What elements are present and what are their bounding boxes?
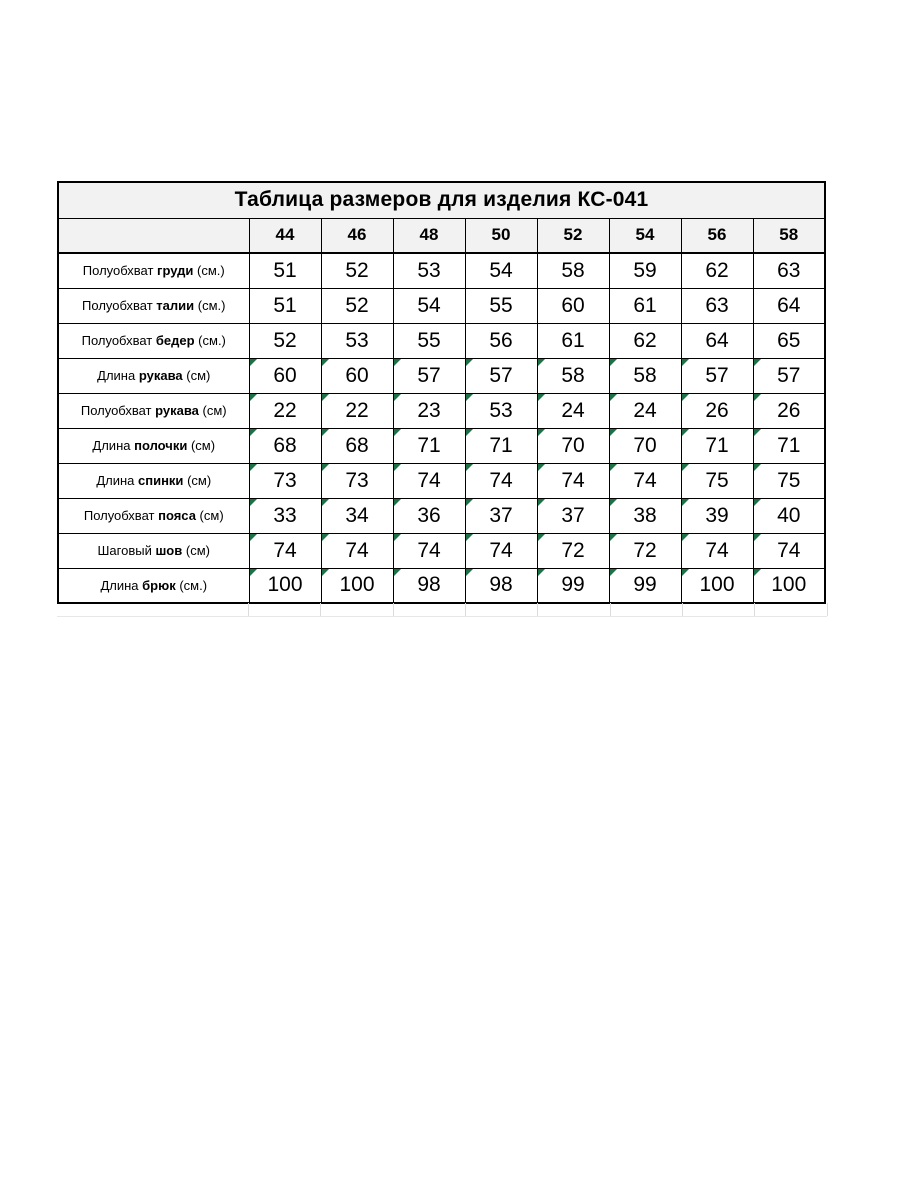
size-column-header: 58 xyxy=(753,218,825,253)
value-cell xyxy=(249,498,321,533)
value-cell xyxy=(393,463,465,498)
flag-triangle-icon xyxy=(322,464,329,471)
flag-triangle-icon xyxy=(322,534,329,541)
row-label xyxy=(58,533,249,568)
value-cell xyxy=(321,323,393,358)
value-cell xyxy=(609,533,681,568)
value-cell xyxy=(465,498,537,533)
cell-value: 53 xyxy=(345,328,369,352)
flag-triangle-icon xyxy=(682,394,689,401)
flag-triangle-icon xyxy=(754,394,761,401)
flag-triangle-icon xyxy=(538,569,545,576)
table-row xyxy=(58,463,825,498)
value-cell xyxy=(609,393,681,428)
size-column-header: 54 xyxy=(609,218,681,253)
row-label-prefix: Длина xyxy=(92,438,131,453)
flag-triangle-icon xyxy=(322,499,329,506)
cell-value: 52 xyxy=(345,258,369,282)
value-cell xyxy=(681,498,753,533)
flag-triangle-icon xyxy=(538,534,545,541)
row-label-suffix: (см) xyxy=(202,403,227,418)
cell-value: 57 xyxy=(705,363,729,387)
size-column-header: 52 xyxy=(537,218,609,253)
flag-triangle-icon xyxy=(322,359,329,366)
cell-value: 72 xyxy=(633,538,657,562)
table-row xyxy=(58,533,825,568)
flag-triangle-icon xyxy=(250,464,257,471)
cell-value: 100 xyxy=(771,573,807,597)
cell-value: 71 xyxy=(417,433,441,457)
flag-triangle-icon xyxy=(250,534,257,541)
row-label-prefix: Длина xyxy=(96,473,135,488)
flag-triangle-icon xyxy=(394,569,401,576)
cell-value: 24 xyxy=(561,398,585,422)
value-cell xyxy=(681,533,753,568)
value-cell xyxy=(321,428,393,463)
flag-triangle-icon xyxy=(682,499,689,506)
value-cell xyxy=(609,498,681,533)
flag-triangle-icon xyxy=(754,359,761,366)
flag-triangle-icon xyxy=(250,569,257,576)
flag-triangle-icon xyxy=(250,394,257,401)
value-cell xyxy=(393,498,465,533)
cell-value: 57 xyxy=(489,363,513,387)
cell-value: 75 xyxy=(777,468,801,492)
cell-value: 51 xyxy=(273,258,297,282)
cell-value: 33 xyxy=(273,503,297,527)
flag-triangle-icon xyxy=(538,499,545,506)
row-label-prefix: Полуобхват xyxy=(83,508,155,523)
flag-triangle-icon xyxy=(610,359,617,366)
value-cell xyxy=(249,358,321,393)
value-cell xyxy=(393,428,465,463)
value-cell xyxy=(753,568,825,603)
table-row xyxy=(58,358,825,393)
cell-value: 54 xyxy=(489,258,513,282)
value-cell xyxy=(609,358,681,393)
cell-value: 68 xyxy=(273,433,297,457)
row-label-suffix: (см.) xyxy=(198,333,226,348)
cell-value: 51 xyxy=(273,293,297,317)
size-column-header: 56 xyxy=(681,218,753,253)
value-cell xyxy=(465,568,537,603)
row-label xyxy=(58,568,249,603)
cell-value: 74 xyxy=(417,468,441,492)
cell-value: 71 xyxy=(489,433,513,457)
flag-triangle-icon xyxy=(610,464,617,471)
row-label-suffix: (см) xyxy=(185,543,210,558)
cell-value: 64 xyxy=(705,328,729,352)
flag-triangle-icon xyxy=(682,359,689,366)
header-empty-cell xyxy=(58,218,249,253)
value-cell xyxy=(609,323,681,358)
cell-value: 74 xyxy=(345,538,369,562)
size-table xyxy=(57,181,826,604)
row-label-bold: рукава xyxy=(138,368,183,383)
value-cell xyxy=(321,568,393,603)
value-cell xyxy=(753,288,825,323)
value-cell xyxy=(537,568,609,603)
size-column-header: 44 xyxy=(249,218,321,253)
value-cell xyxy=(609,253,681,288)
row-label xyxy=(58,288,249,323)
value-cell xyxy=(681,568,753,603)
flag-triangle-icon xyxy=(466,359,473,366)
row-label-bold: спинки xyxy=(138,473,184,488)
cell-value: 22 xyxy=(273,398,297,422)
flag-triangle-icon xyxy=(322,569,329,576)
flag-triangle-icon xyxy=(394,429,401,436)
value-cell xyxy=(753,358,825,393)
value-cell xyxy=(609,428,681,463)
gridline-stub xyxy=(754,603,755,616)
value-cell xyxy=(537,428,609,463)
cell-value: 37 xyxy=(561,503,585,527)
flag-triangle-icon xyxy=(538,359,545,366)
flag-triangle-icon xyxy=(682,429,689,436)
row-label-prefix: Длина xyxy=(97,368,136,383)
cell-value: 98 xyxy=(417,573,441,597)
cell-value: 58 xyxy=(561,258,585,282)
cell-value: 64 xyxy=(777,293,801,317)
flag-triangle-icon xyxy=(682,569,689,576)
row-label xyxy=(58,358,249,393)
flag-triangle-icon xyxy=(610,394,617,401)
gridline-stub xyxy=(465,603,466,616)
value-cell xyxy=(393,533,465,568)
row-label-suffix: (см) xyxy=(199,508,224,523)
cell-value: 74 xyxy=(417,538,441,562)
row-label-prefix: Полуобхват xyxy=(81,333,153,348)
row-label-prefix: Шаговый xyxy=(97,543,152,558)
value-cell xyxy=(537,393,609,428)
value-cell xyxy=(537,463,609,498)
flag-triangle-icon xyxy=(610,499,617,506)
flag-triangle-icon xyxy=(682,464,689,471)
value-cell xyxy=(681,253,753,288)
row-label-suffix: (см.) xyxy=(197,298,226,313)
value-cell xyxy=(393,358,465,393)
cell-value: 74 xyxy=(633,468,657,492)
cell-value: 40 xyxy=(777,503,801,527)
value-cell xyxy=(321,498,393,533)
cell-value: 74 xyxy=(777,538,801,562)
flag-triangle-icon xyxy=(394,464,401,471)
cell-value: 63 xyxy=(777,258,801,282)
cell-value: 98 xyxy=(489,573,513,597)
table-row xyxy=(58,253,825,288)
value-cell xyxy=(465,358,537,393)
gridline-stub xyxy=(682,603,683,616)
cell-value: 23 xyxy=(417,398,441,422)
value-cell xyxy=(249,393,321,428)
table-row xyxy=(58,568,825,603)
cell-value: 72 xyxy=(561,538,585,562)
row-label-prefix: Полуобхват xyxy=(82,298,153,313)
cell-value: 71 xyxy=(705,433,729,457)
value-cell xyxy=(249,428,321,463)
cell-value: 59 xyxy=(633,258,657,282)
row-label-bold: брюк xyxy=(142,577,176,593)
cell-value: 60 xyxy=(345,363,369,387)
table-row xyxy=(58,393,825,428)
value-cell xyxy=(465,533,537,568)
value-cell xyxy=(465,463,537,498)
gridline-stub xyxy=(393,603,394,616)
value-cell xyxy=(681,358,753,393)
cell-value: 100 xyxy=(267,573,303,597)
flag-triangle-icon xyxy=(610,569,617,576)
row-label-prefix: Полуобхват xyxy=(80,403,152,418)
flag-triangle-icon xyxy=(322,429,329,436)
value-cell xyxy=(249,463,321,498)
cell-value: 55 xyxy=(489,293,513,317)
value-cell xyxy=(321,358,393,393)
value-cell xyxy=(753,533,825,568)
flag-triangle-icon xyxy=(322,394,329,401)
size-column-header: 46 xyxy=(321,218,393,253)
value-cell xyxy=(753,428,825,463)
flag-triangle-icon xyxy=(610,429,617,436)
table-title: Таблица размеров для изделия КС-041 xyxy=(58,182,825,218)
value-cell xyxy=(249,533,321,568)
table-row xyxy=(58,288,825,323)
cell-value: 74 xyxy=(489,468,513,492)
cell-value: 55 xyxy=(417,328,441,352)
cell-value: 26 xyxy=(705,398,729,422)
value-cell xyxy=(753,323,825,358)
cell-value: 53 xyxy=(489,398,513,422)
cell-value: 68 xyxy=(345,433,369,457)
cell-value: 56 xyxy=(489,328,513,352)
flag-triangle-icon xyxy=(250,499,257,506)
value-cell xyxy=(753,253,825,288)
cell-value: 74 xyxy=(273,538,297,562)
value-cell xyxy=(249,288,321,323)
value-cell xyxy=(393,288,465,323)
cell-value: 71 xyxy=(777,433,801,457)
flag-triangle-icon xyxy=(538,464,545,471)
gridline-stub xyxy=(537,603,538,616)
gridline-row xyxy=(57,616,827,617)
gridline-stub xyxy=(827,603,828,616)
value-cell xyxy=(249,253,321,288)
size-column-header: 50 xyxy=(465,218,537,253)
cell-value: 99 xyxy=(633,573,657,597)
cell-value: 75 xyxy=(705,468,729,492)
flag-triangle-icon xyxy=(466,429,473,436)
row-label-suffix: (см.) xyxy=(197,263,225,279)
row-label-bold: груди xyxy=(157,263,194,279)
value-cell xyxy=(465,288,537,323)
cell-value: 57 xyxy=(777,363,801,387)
flag-triangle-icon xyxy=(466,534,473,541)
flag-triangle-icon xyxy=(250,429,257,436)
row-label-suffix: (см) xyxy=(186,368,211,383)
flag-triangle-icon xyxy=(754,534,761,541)
row-label-suffix: (см) xyxy=(190,438,216,453)
row-label xyxy=(58,323,249,358)
value-cell xyxy=(321,463,393,498)
flag-triangle-icon xyxy=(394,499,401,506)
value-cell xyxy=(465,428,537,463)
cell-value: 39 xyxy=(705,503,729,527)
value-cell xyxy=(465,323,537,358)
cell-value: 52 xyxy=(273,328,297,352)
value-cell xyxy=(393,393,465,428)
cell-value: 62 xyxy=(633,328,657,352)
table-row xyxy=(58,498,825,533)
size-header-row xyxy=(58,218,825,253)
flag-triangle-icon xyxy=(682,534,689,541)
row-label-prefix: Длина xyxy=(100,577,139,593)
cell-value: 57 xyxy=(417,363,441,387)
cell-value: 38 xyxy=(633,503,657,527)
flag-triangle-icon xyxy=(754,569,761,576)
value-cell xyxy=(609,568,681,603)
value-cell xyxy=(321,288,393,323)
cell-value: 100 xyxy=(699,573,735,597)
flag-triangle-icon xyxy=(394,359,401,366)
gridline-stub xyxy=(320,603,321,616)
flag-triangle-icon xyxy=(394,534,401,541)
table-row xyxy=(58,428,825,463)
row-label-bold: шов xyxy=(155,543,183,558)
value-cell xyxy=(537,253,609,288)
cell-value: 22 xyxy=(345,398,369,422)
value-cell xyxy=(681,393,753,428)
value-cell xyxy=(681,428,753,463)
row-label xyxy=(58,463,249,498)
cell-value: 73 xyxy=(273,468,297,492)
value-cell xyxy=(249,323,321,358)
value-cell xyxy=(537,498,609,533)
cell-value: 70 xyxy=(633,433,657,457)
row-label-prefix: Полуобхват xyxy=(82,263,154,279)
value-cell xyxy=(537,323,609,358)
cell-value: 62 xyxy=(705,258,729,282)
flag-triangle-icon xyxy=(754,464,761,471)
cell-value: 100 xyxy=(339,573,375,597)
value-cell xyxy=(681,323,753,358)
flag-triangle-icon xyxy=(538,429,545,436)
value-cell xyxy=(249,568,321,603)
cell-value: 74 xyxy=(561,468,585,492)
cell-value: 61 xyxy=(633,293,657,317)
flag-triangle-icon xyxy=(538,394,545,401)
value-cell xyxy=(465,393,537,428)
title-row xyxy=(58,182,825,218)
flag-triangle-icon xyxy=(610,534,617,541)
gridline-stub xyxy=(248,603,249,616)
cell-value: 37 xyxy=(489,503,513,527)
value-cell xyxy=(753,498,825,533)
flag-triangle-icon xyxy=(466,464,473,471)
row-label-bold: пояса xyxy=(158,508,196,523)
cell-value: 36 xyxy=(417,503,441,527)
flag-triangle-icon xyxy=(754,429,761,436)
value-cell xyxy=(393,568,465,603)
flag-triangle-icon xyxy=(394,394,401,401)
value-cell xyxy=(393,323,465,358)
flag-triangle-icon xyxy=(754,499,761,506)
row-label-bold: рукава xyxy=(155,403,199,418)
flag-triangle-icon xyxy=(466,569,473,576)
flag-triangle-icon xyxy=(466,394,473,401)
row-label xyxy=(58,498,249,533)
gridline-stub xyxy=(610,603,611,616)
value-cell xyxy=(609,288,681,323)
value-cell xyxy=(321,253,393,288)
cell-value: 54 xyxy=(417,293,441,317)
row-label-bold: талии xyxy=(156,298,195,313)
cell-value: 60 xyxy=(561,293,585,317)
row-label xyxy=(58,428,249,463)
cell-value: 99 xyxy=(561,573,585,597)
flag-triangle-icon xyxy=(466,499,473,506)
value-cell xyxy=(681,463,753,498)
value-cell xyxy=(753,393,825,428)
value-cell xyxy=(465,253,537,288)
cell-value: 26 xyxy=(777,398,801,422)
row-label xyxy=(58,253,249,288)
size-column-header: 48 xyxy=(393,218,465,253)
value-cell xyxy=(681,288,753,323)
cell-value: 58 xyxy=(561,363,585,387)
value-cell xyxy=(537,533,609,568)
cell-value: 60 xyxy=(273,363,297,387)
cell-value: 63 xyxy=(705,293,729,317)
cell-value: 34 xyxy=(345,503,369,527)
cell-value: 65 xyxy=(777,328,801,352)
row-label-suffix: (см) xyxy=(187,473,212,488)
row-label-bold: полочки xyxy=(134,438,188,453)
value-cell xyxy=(393,253,465,288)
value-cell xyxy=(321,393,393,428)
flag-triangle-icon xyxy=(250,359,257,366)
cell-value: 52 xyxy=(345,293,369,317)
value-cell xyxy=(609,463,681,498)
cell-value: 74 xyxy=(705,538,729,562)
cell-value: 53 xyxy=(417,258,441,282)
table-row xyxy=(58,323,825,358)
cell-value: 58 xyxy=(633,363,657,387)
value-cell xyxy=(321,533,393,568)
value-cell xyxy=(753,463,825,498)
value-cell xyxy=(537,288,609,323)
value-cell xyxy=(537,358,609,393)
cell-value: 61 xyxy=(561,328,585,352)
row-label-suffix: (см.) xyxy=(179,577,208,593)
cell-value: 73 xyxy=(345,468,369,492)
cell-value: 74 xyxy=(489,538,513,562)
cell-value: 24 xyxy=(633,398,657,422)
cell-value: 70 xyxy=(561,433,585,457)
row-label-bold: бедер xyxy=(155,333,195,348)
row-label xyxy=(58,393,249,428)
